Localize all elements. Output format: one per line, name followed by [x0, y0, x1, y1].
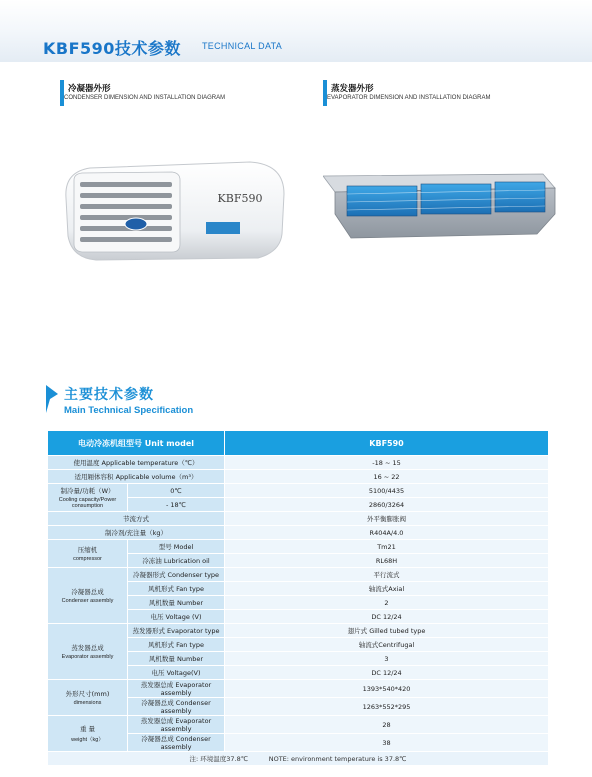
row-value: 翅片式 Gilled tubed type: [225, 624, 549, 638]
row-label: 冷冻油 Lubrication oil: [128, 554, 225, 568]
row-label: 电压 Voltage(V): [128, 666, 225, 680]
group-label-weight: [48, 716, 128, 752]
row-value: 1263*552*295: [225, 698, 549, 716]
group-label-en: Condenser assembly: [61, 598, 114, 604]
row-label: 风机数量 Number: [128, 596, 225, 610]
spec-heading-marker-icon: [46, 385, 58, 413]
group-label-cn: 制冷量/功耗（W）: [60, 487, 115, 495]
row-value: DC 12/24: [225, 666, 549, 680]
condenser-unit-label: KBF590: [217, 192, 263, 205]
row-label: 冷凝器总成 Condenser assembly: [128, 734, 225, 752]
row-value: 2: [225, 596, 549, 610]
panel-accent-bar: [323, 80, 327, 106]
row-label: 制冷剂/充注量（kg）: [48, 526, 225, 540]
row-value: 5100/4435: [225, 484, 549, 498]
row-label: 节流方式: [48, 512, 225, 526]
spec-title-en: Main Technical Specification: [64, 405, 194, 416]
row-value: 38: [225, 734, 549, 752]
group-label-en: Cooling capacity/Power consumption: [58, 497, 117, 509]
row-label: 型号 Model: [128, 540, 225, 554]
table-row: [48, 716, 549, 734]
row-label: 蒸发器总成 Evaporator assembly: [128, 680, 225, 698]
table-row: [48, 540, 549, 554]
table-note-row: [48, 752, 549, 766]
group-label-cn: 蒸发器总成: [71, 644, 104, 652]
spec-title-cn: 主要技术参数: [64, 387, 154, 403]
row-value: 1393*540*420: [225, 680, 549, 698]
group-label-cooling: [48, 484, 128, 512]
table-header-row: [48, 431, 549, 456]
group-label-cn: 重 量: [79, 725, 96, 733]
row-value: RL68H: [225, 554, 549, 568]
row-value: 轴流式Axial: [225, 582, 549, 596]
table-row: [48, 484, 549, 498]
row-value: DC 12/24: [225, 610, 549, 624]
spec-table: [47, 430, 549, 766]
group-label-compressor: [48, 540, 128, 568]
group-label-en: dimensions: [73, 700, 102, 706]
row-label: 蒸发器总成 Evaporator assembly: [128, 716, 225, 734]
row-value: -18 ~ 15: [225, 456, 549, 470]
page-title: KBF590技术参数: [43, 39, 181, 58]
evaporator-panel-subtitle: EVAPORATOR DIMENSION AND INSTALLATION DIAGRAM: [327, 95, 491, 101]
group-label-en: Evaporator assembly: [61, 654, 114, 660]
row-value: 2860/3264: [225, 498, 549, 512]
row-value: 28: [225, 716, 549, 734]
group-label-cn: 冷凝器总成: [71, 588, 104, 596]
group-label-cn: 压缩机: [77, 546, 98, 554]
row-label: 风机形式 Fan type: [128, 582, 225, 596]
row-label: 冷凝器总成 Condenser assembly: [128, 698, 225, 716]
row-value: 外平衡膨胀阀: [225, 512, 549, 526]
row-label: 风机形式 Fan type: [128, 638, 225, 652]
table-row: [48, 624, 549, 638]
group-label-en: compressor: [73, 556, 102, 562]
condenser-panel-title: 冷凝器外形: [68, 84, 111, 94]
row-value: 平行流式: [225, 568, 549, 582]
evaporator-panel: [323, 80, 557, 270]
panel-accent-bar: [60, 80, 64, 106]
group-label-en: weight（kg）: [71, 737, 104, 743]
table-row: [48, 512, 549, 526]
row-value: 3: [225, 652, 549, 666]
row-label: 0℃: [128, 484, 225, 498]
unit-model-value: KBF590: [225, 431, 549, 456]
condenser-unit-image: [60, 110, 294, 270]
table-note: 注: 环境温度37.8℃ NOTE: environment temperature is 37.8℃: [48, 752, 549, 766]
row-value: 16 ~ 22: [225, 470, 549, 484]
row-label: - 18℃: [128, 498, 225, 512]
row-label: 使用温度 Applicable temperature（℃）: [48, 456, 225, 470]
row-label: 适用厢体容积 Applicable volume（m³）: [48, 470, 225, 484]
group-label-evaporator: [48, 624, 128, 680]
group-label-cn: 外形尺寸(mm): [65, 690, 110, 698]
group-label-dimensions: [48, 680, 128, 716]
row-label: 风机数量 Number: [128, 652, 225, 666]
condenser-panel: [60, 80, 294, 270]
group-label-condenser: [48, 568, 128, 624]
table-row: [48, 456, 549, 470]
row-label: 电压 Voltage (V): [128, 610, 225, 624]
table-row: [48, 680, 549, 698]
row-value: Tm21: [225, 540, 549, 554]
row-value: R404A/4.0: [225, 526, 549, 540]
table-row: [48, 568, 549, 582]
row-value: 轴流式Centrifugal: [225, 638, 549, 652]
table-row: [48, 470, 549, 484]
evaporator-panel-title: 蒸发器外形: [331, 84, 374, 94]
evaporator-unit-image: [323, 110, 557, 270]
table-row: [48, 526, 549, 540]
page-subtitle: TECHNICAL DATA: [202, 41, 283, 51]
row-label: 冷凝器形式 Condenser type: [128, 568, 225, 582]
condenser-panel-subtitle: CONDENSER DIMENSION AND INSTALLATION DIAGRAM: [64, 95, 226, 101]
row-label: 蒸发器形式 Evaporator type: [128, 624, 225, 638]
unit-model-label: 电动冷冻机组型号 Unit model: [48, 431, 225, 456]
